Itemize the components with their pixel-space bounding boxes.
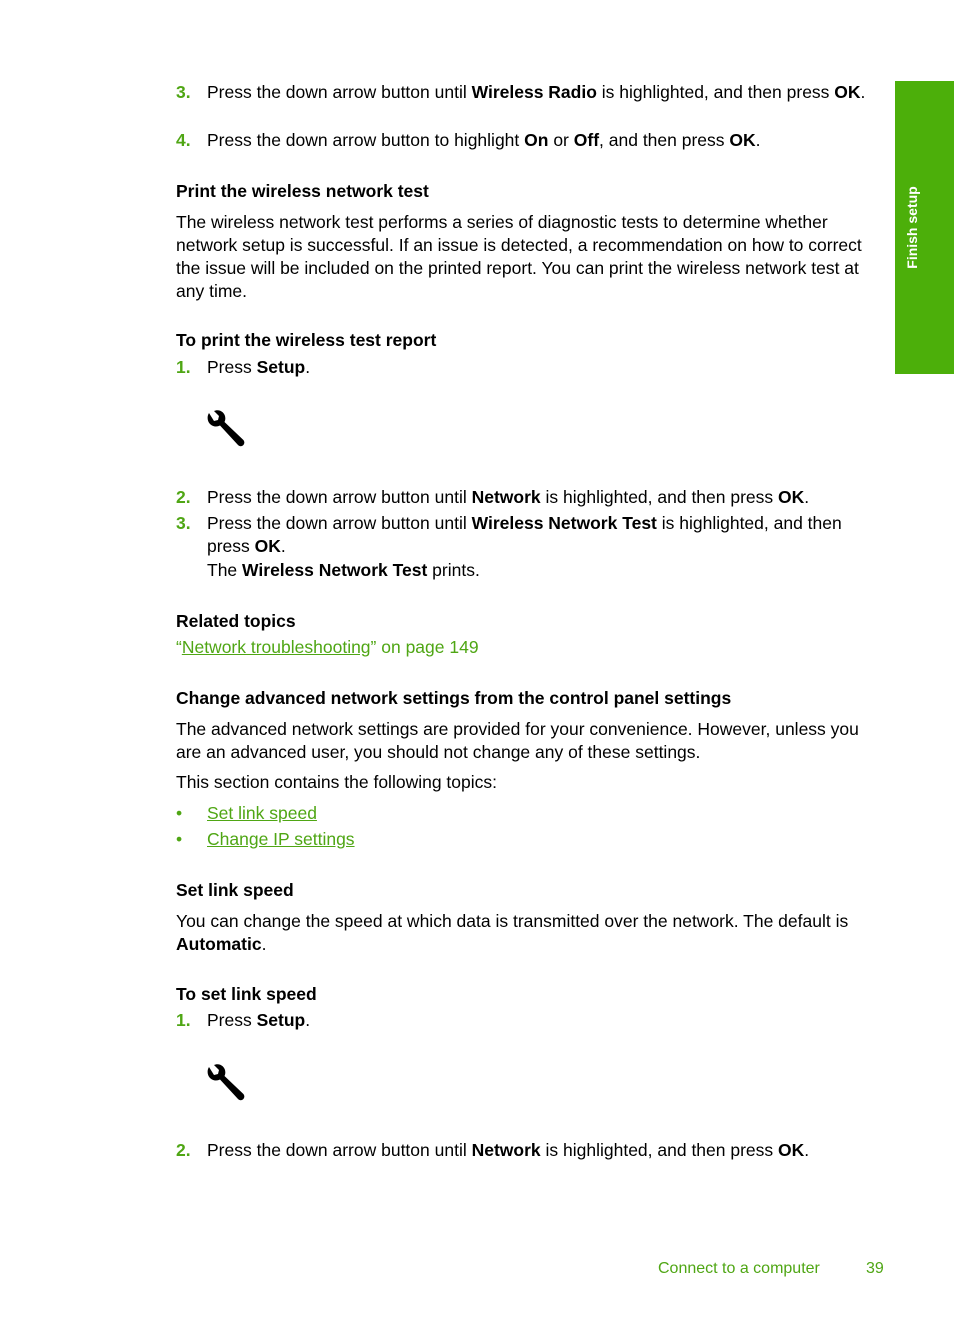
- page-number: 39: [866, 1260, 884, 1277]
- related-topic-entry: “Network troubleshooting” on page 149: [176, 637, 479, 657]
- step-text: Press the down arrow button to highlight On or Off, and then press OK.: [207, 130, 761, 150]
- section-body: You can change the speed at which data is transmitted over the network. The default is Automatic.: [176, 911, 849, 954]
- wrench-icon: [205, 1064, 245, 1102]
- step-number: 1.: [176, 357, 191, 377]
- topics-intro: This section contains the following topics:: [176, 772, 497, 792]
- bullet: •: [176, 829, 183, 849]
- related-topics-heading: Related topics: [176, 611, 296, 631]
- section-body: The wireless network test performs a series of diagnostic tests to determine whether network setup is successful. If an issue is detected, a recommendation on how to correct the issue will be included on the printed report. You can print the wireless network test at any time.: [176, 212, 862, 301]
- step-text: Press the down arrow button until Network is highlighted, and then press OK.: [207, 487, 810, 507]
- side-tab: [895, 81, 954, 374]
- step-text: Press Setup.: [207, 1010, 311, 1030]
- side-tab-label: Finish setup: [904, 186, 920, 269]
- footer-section-title: Connect to a computer: [658, 1260, 820, 1277]
- section-heading: Change advanced network settings from the control panel settings: [176, 688, 732, 708]
- procedure-heading: To set link speed: [176, 984, 317, 1004]
- step-number: 3.: [176, 82, 191, 102]
- step-number: 2.: [176, 1140, 191, 1160]
- list-item: [207, 828, 887, 851]
- step-number: 3.: [176, 513, 191, 533]
- list-item: [207, 802, 887, 825]
- step-number: 2.: [176, 487, 191, 507]
- step-number: 1.: [176, 1010, 191, 1030]
- step-note: The Wireless Network Test prints.: [207, 560, 480, 580]
- section-body: The advanced network settings are provided for your convenience. However, unless you are an advanced user, you should not change any of these settings.: [176, 719, 859, 762]
- bullet: •: [176, 803, 183, 823]
- step-number: 4.: [176, 130, 191, 150]
- section-heading: Print the wireless network test: [176, 181, 429, 201]
- step-text: Press Setup.: [207, 357, 311, 377]
- step-text: Press the down arrow button until Wireless Radio is highlighted, and then press OK.: [207, 82, 866, 102]
- change-ip-settings-link[interactable]: Change IP settings: [207, 829, 355, 849]
- step-text: Press the down arrow button until Network is highlighted, and then press OK.: [207, 1140, 810, 1160]
- procedure-heading: To print the wireless test report: [176, 330, 437, 350]
- wrench-icon: [205, 410, 245, 448]
- network-troubleshooting-link[interactable]: Network troubleshooting: [181, 637, 371, 657]
- set-link-speed-link[interactable]: Set link speed: [207, 803, 317, 823]
- step-text: Press the down arrow button until Wireless Network Test is highlighted, and then press OK.: [207, 513, 842, 556]
- section-heading: Set link speed: [176, 880, 294, 900]
